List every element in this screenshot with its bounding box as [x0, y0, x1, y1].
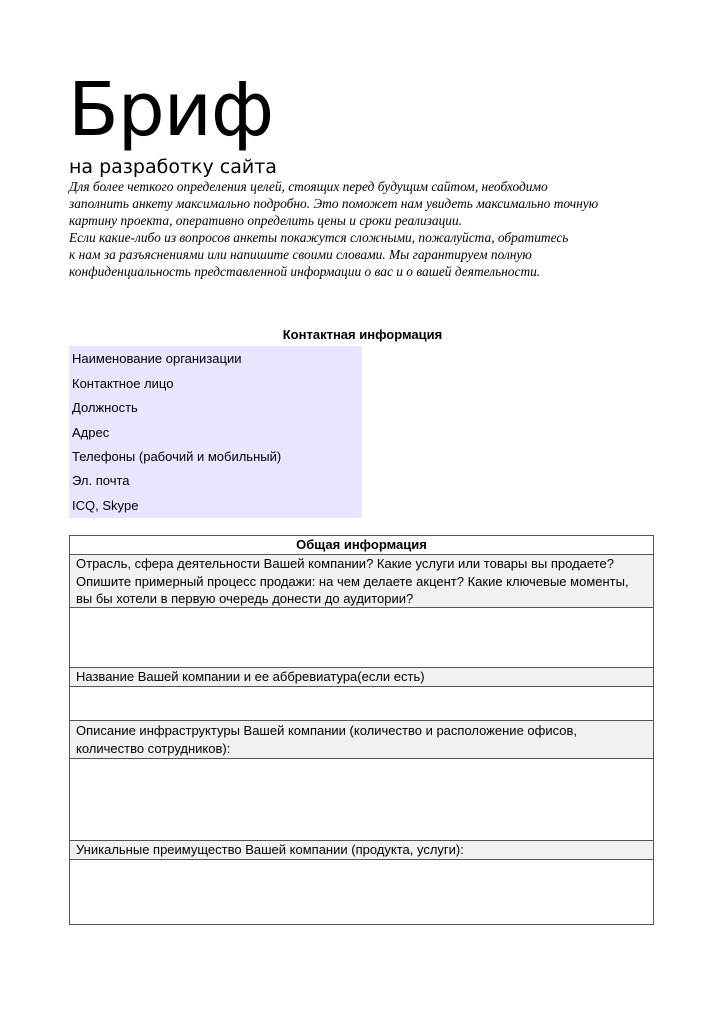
answer-field-advantages[interactable]: [70, 860, 653, 924]
intro-line: заполнить анкету максимально подробно. Это поможет нам увидеть максимально точную: [69, 195, 599, 211]
intro-paragraph: [69, 179, 669, 280]
contact-section-title: Контактная информация: [282, 327, 443, 342]
general-info-title: Общая информация: [70, 536, 653, 555]
question-line: Название Вашей компании и ее аббревиатура(если есть): [76, 669, 425, 684]
question-company-name: [70, 668, 653, 687]
page-subtitle: на разработку сайта: [69, 156, 277, 178]
question-line: вы бы хотели в первую очередь донести до аудитории?: [76, 591, 414, 606]
intro-line: Если какие-либо из вопросов анкеты покажутся сложными, пожалуйста, обратитесь: [69, 229, 569, 245]
intro-line: конфиденциальность представленной информации о вас и о вашей деятельности.: [69, 263, 541, 279]
general-info-table: [69, 535, 654, 925]
contact-field-position[interactable]: Должность: [72, 400, 138, 415]
question-line: количество сотрудников):: [76, 740, 231, 756]
question-industry: [70, 555, 653, 608]
question-line: Опишите примерный процесс продажи: на чем делаете акцент? Какие ключевые моменты,: [76, 573, 629, 589]
question-advantages: [70, 841, 653, 860]
contact-field-contact-person[interactable]: Контактное лицо: [72, 375, 174, 391]
contact-field-organization[interactable]: Наименование организации: [72, 351, 242, 366]
contact-fields-list: [69, 346, 362, 518]
answer-field-industry[interactable]: [70, 608, 653, 668]
question-line: Уникальные преимущество Вашей компании (продукта, услуги):: [76, 842, 464, 857]
answer-field-infrastructure[interactable]: [70, 759, 653, 841]
question-infrastructure: [70, 721, 653, 759]
contact-field-address[interactable]: Адрес: [72, 424, 110, 440]
contact-field-email[interactable]: Эл. почта: [72, 473, 130, 488]
answer-field-company-name[interactable]: [70, 687, 653, 721]
intro-line: Для более четкого определения целей, стоящих перед будущим сайтом, необходимо: [69, 179, 548, 194]
question-line: Описание инфраструктуры Вашей компании (количество и расположение офисов,: [76, 723, 577, 738]
question-line: Отрасль, сфера деятельности Вашей компании? Какие услуги или товары вы продаете?: [76, 556, 614, 571]
contact-field-phones[interactable]: Телефоны (рабочий и мобильный): [72, 449, 282, 464]
intro-line: картину проекта, оперативно определить цены и сроки реализации.: [69, 212, 463, 228]
page-title: Бриф: [68, 67, 274, 153]
intro-line: к нам за разъяснениями или напишите своими словами. Мы гарантируем полную: [69, 246, 532, 262]
contact-field-icq-skype[interactable]: ICQ, Skype: [72, 497, 139, 513]
